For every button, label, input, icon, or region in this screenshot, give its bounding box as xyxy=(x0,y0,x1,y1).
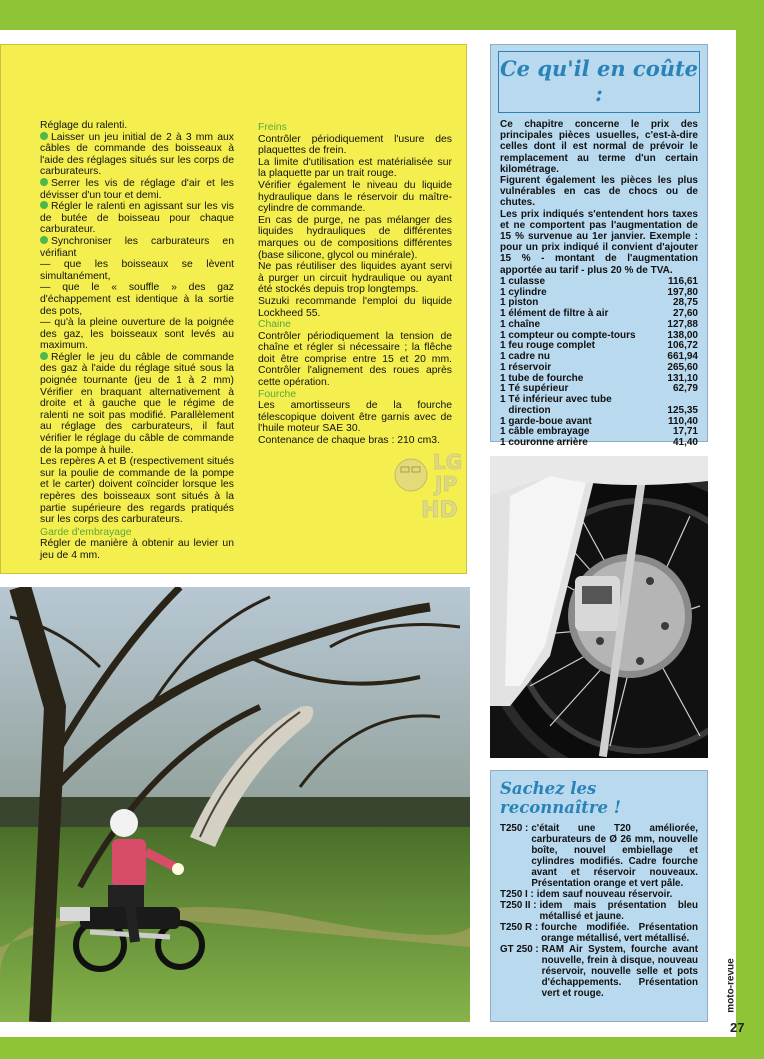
page-number: 27 xyxy=(730,1020,745,1035)
paragraph: Contrôler périodiquement l'usure des plaquettes de frein. xyxy=(258,133,452,157)
part-price: 127,88 xyxy=(667,318,698,330)
price-row xyxy=(500,406,698,417)
paragraph: — que les boisseaux se lèvent simultanément, xyxy=(40,259,234,282)
model-description: RAM Air System, fourche avant nouvelle, frein à disque, nouveau réservoir, nouvelle selle et pots d'échappements. Présentation vert et rouge. xyxy=(541,944,698,999)
watermark-text: LG xyxy=(433,450,463,474)
section-heading: Garde d'embrayage xyxy=(40,526,132,538)
watermark-text: HD xyxy=(421,498,458,523)
model-description: c'était une T20 améliorée, carburateurs de Ø 26 mm, nouvelle boîte, nouvel embiellage et cylindres modifiés. Cadre fourche avant et réservoir nouveaux. Présentation orange et vert pâle. xyxy=(531,823,698,889)
magazine-name: moto-revue xyxy=(725,958,737,1013)
cost-box-title: Ce qu'il en coûte : xyxy=(498,51,700,113)
paragraph: Régler de manière à obtenir au levier un jeu de 4 mm. xyxy=(40,538,234,561)
part-price: 110,40 xyxy=(667,415,698,427)
part-name: 1 cadre nu xyxy=(500,351,551,363)
part-price: 131,10 xyxy=(667,372,698,384)
part-name: 1 feu rouge complet xyxy=(500,340,596,352)
bullet-icon xyxy=(40,178,48,186)
part-name: 1 cylindre xyxy=(500,286,547,298)
model-list xyxy=(500,823,698,999)
part-name: 1 réservoir xyxy=(500,361,552,373)
model-row xyxy=(500,944,698,999)
part-name: 1 Té supérieur xyxy=(500,383,569,395)
section-heading: Fourche xyxy=(258,388,297,400)
part-price: 27,60 xyxy=(672,308,698,320)
model-row xyxy=(500,922,698,944)
part-price: 62,79 xyxy=(672,383,698,395)
part-price: 17,71 xyxy=(672,426,698,438)
part-price: 116,61 xyxy=(667,275,698,287)
paragraph: Ne pas réutiliser des liquides ayant servi à purger un circuit hydraulique ou ayant été stockés depuis trop longtemps. xyxy=(258,261,452,296)
paragraph: Laisser un jeu initial de 2 à 3 mm aux câbles de commande des boisseaux à l'aide des réglages situés sur les corps de carburateurs. xyxy=(40,131,234,178)
part-name: 1 tube de fourche xyxy=(500,372,584,384)
model-name: T250 : xyxy=(500,823,529,834)
paragraph: Synchroniser les carburateurs en vérifiant xyxy=(40,235,234,259)
cost-paragraph: Les prix indiqués s'entendent hors taxes et ne comportent pas l'augmentation de 15 % survenue au 1er janvier. Exemple : pour un prix indiqué il convient d'ajouter 15 % - montant de l'augmentation apportée au tarif - plus 20 % de TVA. xyxy=(500,208,698,276)
recognize-title xyxy=(500,779,698,817)
part-price: 661,94 xyxy=(667,351,698,363)
price-row xyxy=(500,363,698,374)
part-price: 138,00 xyxy=(667,329,698,341)
part-price: 41,40 xyxy=(672,437,698,449)
paragraph: Les amortisseurs de la fourche télescopique doivent être garnis avec de l'huile moteur SAE 30. xyxy=(258,400,452,435)
part-name: 1 câble embrayage xyxy=(500,426,590,438)
model-row xyxy=(500,823,698,889)
part-name: 1 culasse xyxy=(500,275,546,287)
recognize-box xyxy=(490,770,708,1022)
part-price: 106,72 xyxy=(667,340,698,352)
top-border xyxy=(0,0,764,30)
right-border xyxy=(736,0,764,1059)
bottom-border xyxy=(0,1037,764,1059)
paragraph: — que le « souffle » des gaz d'échappement est identique à la sortie des pots, xyxy=(40,282,234,317)
price-list xyxy=(500,277,698,449)
part-name: 1 compteur ou compte-tours xyxy=(500,329,636,341)
part-name: 1 couronne arrière xyxy=(500,437,588,449)
paragraph: Vérifier également le niveau du liquide hydraulique dans le réservoir du maître-cylindre de commande. xyxy=(258,179,452,215)
price-row xyxy=(500,277,698,288)
bullet-icon xyxy=(40,352,48,360)
model-row xyxy=(500,900,698,922)
right-text-column xyxy=(258,122,452,447)
model-name: T250 I : xyxy=(500,889,534,900)
recognize-title-line: reconnaître ! xyxy=(500,798,621,817)
left-text-column xyxy=(40,120,234,562)
part-name: 1 élément de filtre à air xyxy=(500,308,609,320)
watermark-text: JP xyxy=(435,472,458,496)
bullet-icon xyxy=(40,132,48,140)
price-row xyxy=(500,438,698,449)
paragraph: Régler le ralenti en agissant sur les vis de butée de boisseau pour chaque carburateur. xyxy=(40,201,234,236)
paragraph: La limite d'utilisation est matérialisée sur la plaquette par un trait rouge. xyxy=(258,156,452,180)
paragraph: Contrôler périodiquement la tension de chaîne et régler si nécessaire ; la flêche doit être comprise entre 15 et 20 mm. Contrôler l'alignement des roues après cette opération. xyxy=(258,330,452,389)
bullet-icon xyxy=(40,236,48,244)
part-name: 1 Té inférieur avec tube xyxy=(500,394,612,406)
part-price: 28,75 xyxy=(672,297,698,309)
model-description: idem sauf nouveau réservoir. xyxy=(536,889,673,900)
paragraph: Suzuki recommande l'emploi du liquide Lockheed 55. xyxy=(258,295,452,319)
watermark-logo xyxy=(393,445,465,523)
rider-photo xyxy=(0,587,470,1022)
part-price: 197,80 xyxy=(667,286,698,298)
model-description: fourche modifiée. Présentation orange métallisé, vert métallisé. xyxy=(541,922,698,944)
paragraph: En cas de purge, ne pas mélanger des liquides hydrauliques de différentes marques ou de compositions différentes (base silicone, glycol ou minérale). xyxy=(258,214,452,261)
model-name: T250 R : xyxy=(500,922,539,933)
cost-intro: Ce chapitre concerne le prix des principales pièces usuelles, c'est-à-dire celles dont il est normal de prévoir le remplacement au terme d'un certain kilométrage. xyxy=(500,119,698,175)
model-row xyxy=(500,889,698,900)
cost-paragraph: Figurent également les pièces les plus vulnérables en cas de chocs ou de chutes. xyxy=(500,175,698,209)
disc-brake-photo xyxy=(490,456,708,758)
part-price: 265,60 xyxy=(667,361,698,373)
cost-box xyxy=(490,44,708,449)
part-name: 1 piston xyxy=(500,297,539,309)
paragraph: Régler le jeu du câble de commande des gaz à l'aide du réglage situé sous la poignée tournante (jeu de 1 à 2 mm) Vérifier en braquant alternativement à droite et à gauche que le régime de ralenti ne soit pas modifié. Parallèlement au réglage des carburateurs, il faut vérifier le réglage du câble de commande de la pompe à huile. xyxy=(40,351,234,456)
section-heading: Chaine xyxy=(258,319,291,331)
section-heading: Freins xyxy=(258,122,287,133)
part-name: 1 chaîne xyxy=(500,318,541,330)
page-footer xyxy=(725,948,748,1038)
paragraph: Les repères A et B (respectivement situés sur la poulie de commande de la pompe et le carter) doivent coïncider lorsque les repères des boisseaux sont situés à la partie supérieure des regards pratiqués sur les corps des carburateurs. xyxy=(40,456,234,526)
paragraph: Réglage du ralenti. xyxy=(40,120,128,131)
price-row xyxy=(500,320,698,331)
paragraph: — qu'à la pleine ouverture de la poignée des gaz, les boisseaux sont levés au maximum. xyxy=(40,317,234,352)
paragraph: Contenance de chaque bras : 210 cm3. xyxy=(258,435,440,447)
model-name: GT 250 : xyxy=(500,944,539,955)
model-description: idem mais présentation bleu métallisé et jaune. xyxy=(539,900,698,922)
recognize-title-line: Sachez les xyxy=(500,779,597,798)
part-price: 125,35 xyxy=(667,404,698,416)
paragraph: Serrer les vis de réglage d'air et les dévisser d'un tour et demi. xyxy=(40,177,234,201)
bullet-icon xyxy=(40,201,48,209)
part-name: direction xyxy=(500,404,551,416)
part-name: 1 garde-boue avant xyxy=(500,415,592,427)
model-name: T250 II : xyxy=(500,900,537,911)
